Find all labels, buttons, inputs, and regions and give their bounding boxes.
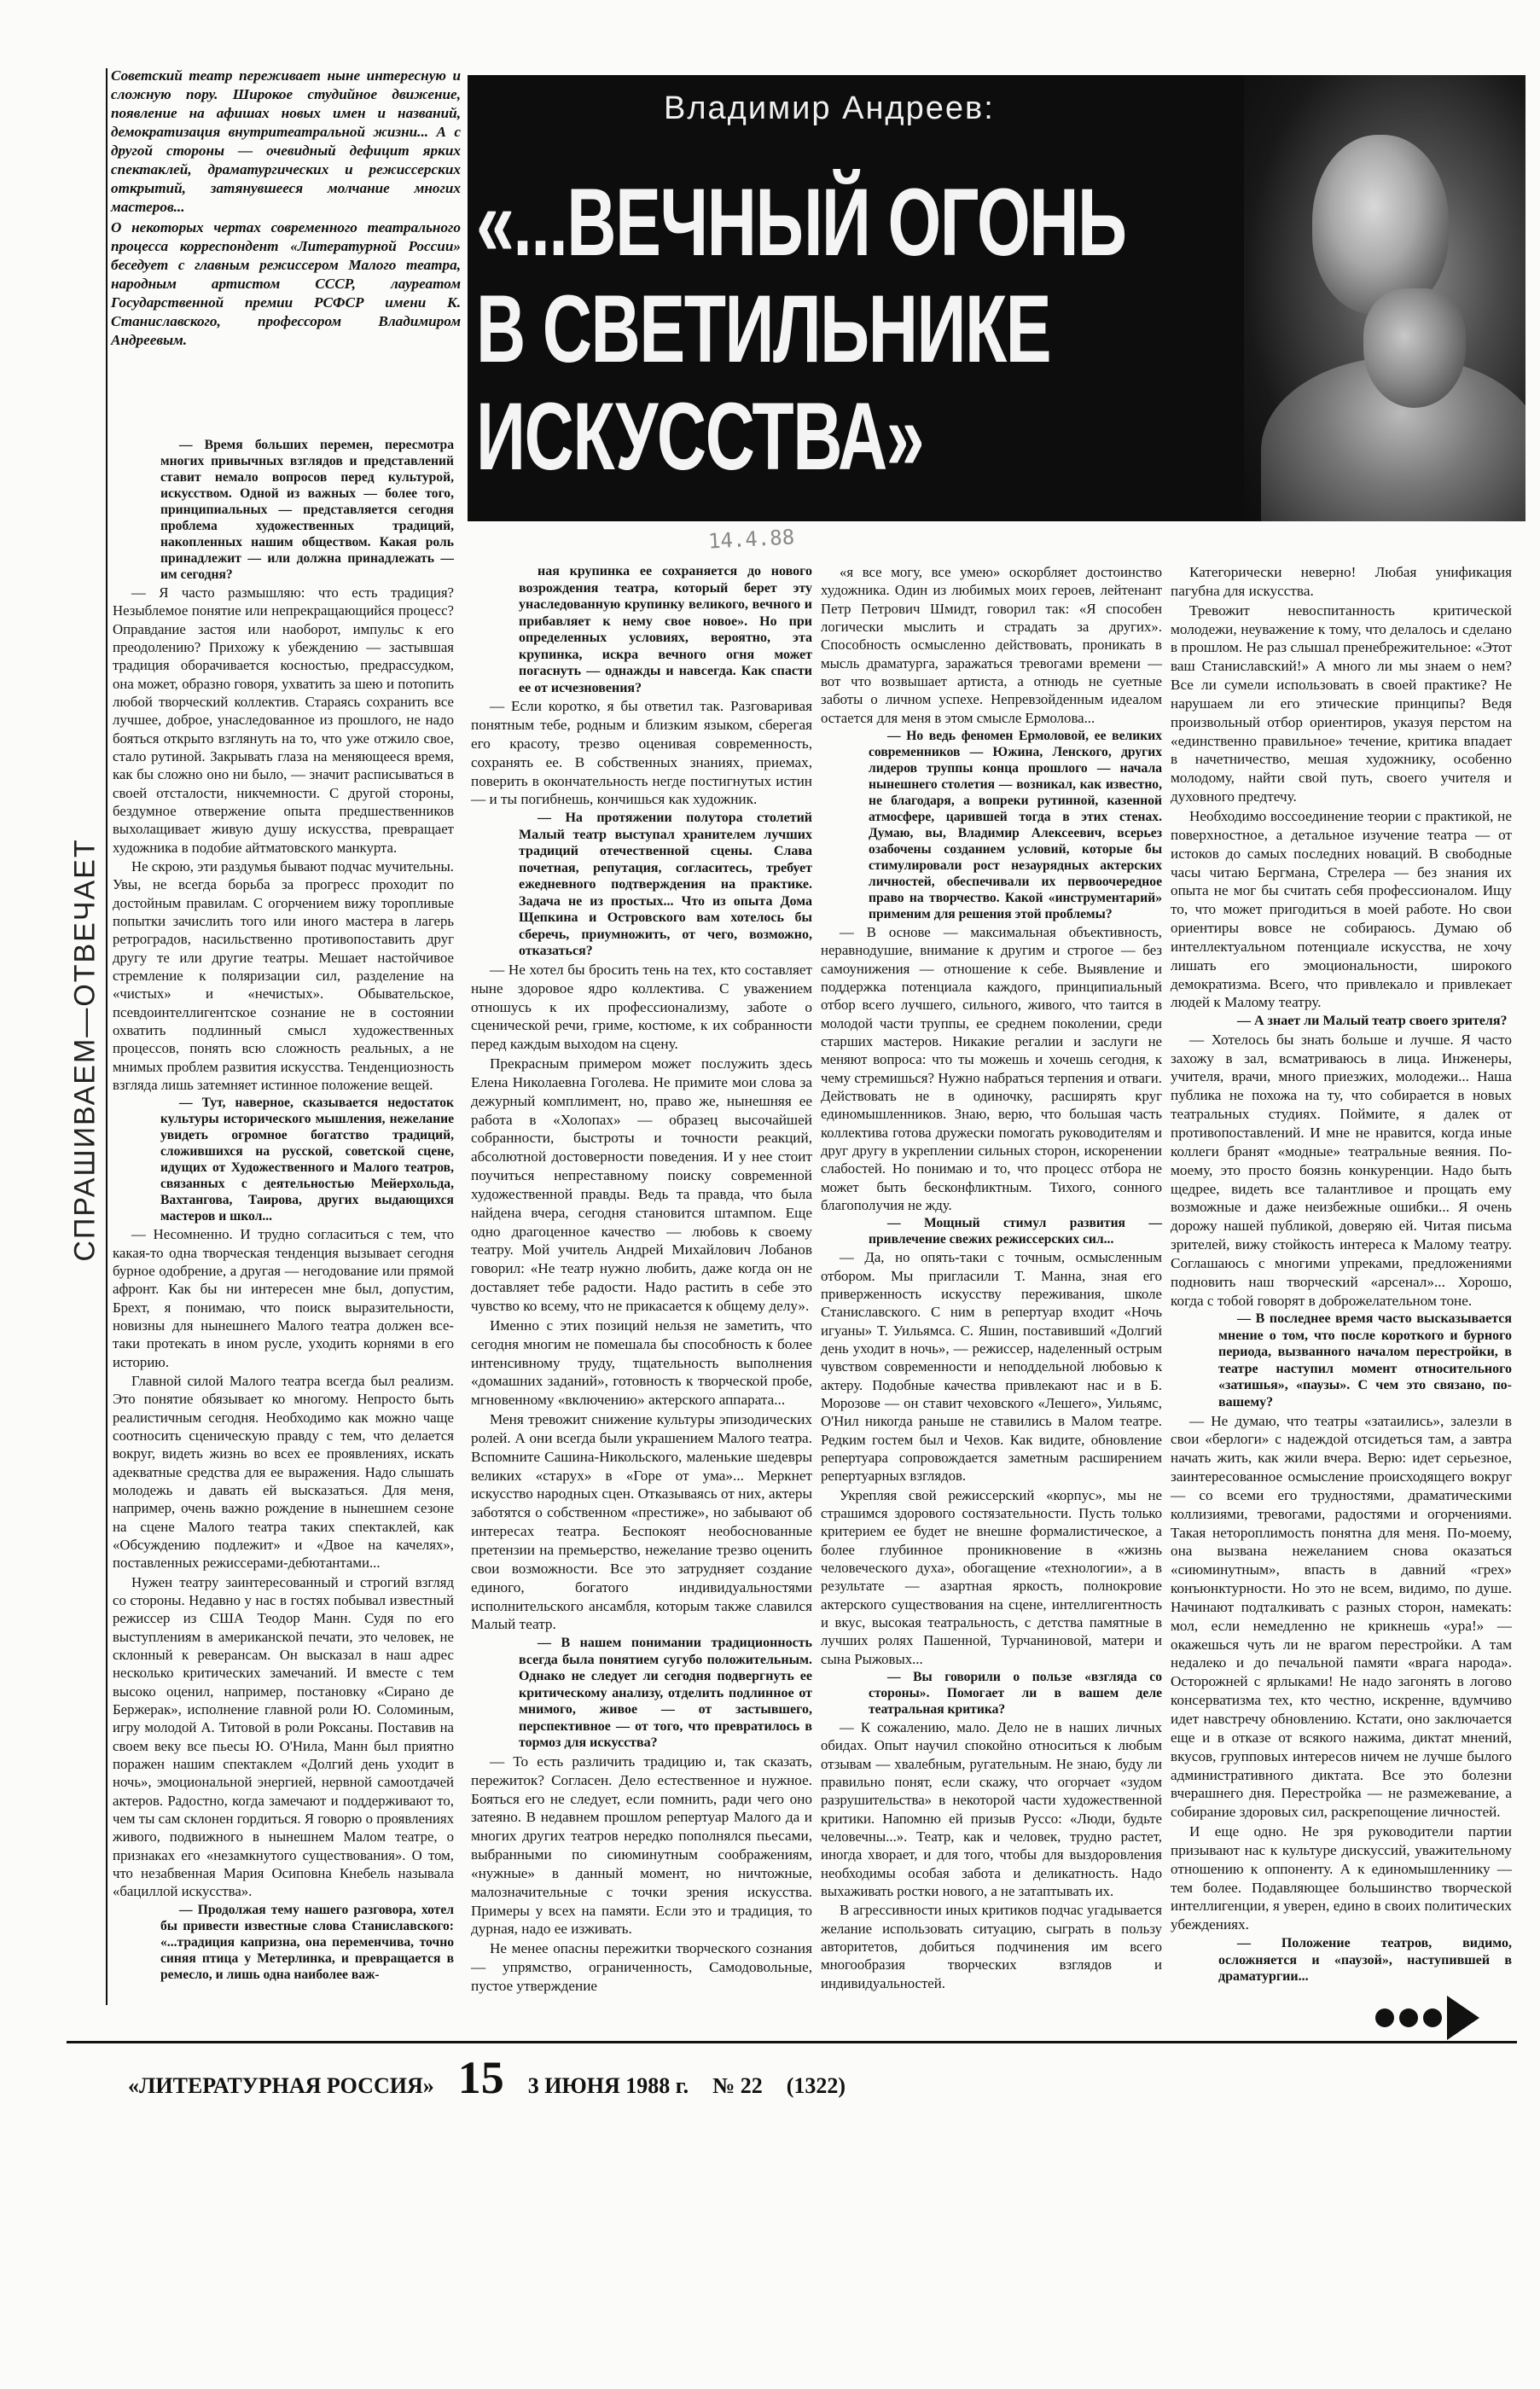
text-column-3 (821, 563, 1162, 1993)
answer-paragraph: Именно с этих позиций нельзя не заметить, что сегодня многим не помешала бы способность к более интенсивному труду, тщательность выполнения «домашних заданий», готовность к творческой пробе, мгновенному «включению» актерского аппарата... (471, 1317, 812, 1409)
answer-paragraph: — К сожалению, мало. Дело не в наших личных обидах. Опыт научил спокойно относиться к любым отзывам — хвалебным, ругательным. Не знаю, буду ли правильно понят, если скажу, что огорчает «зудом разрушительства» в некоторой части художественной критики. Напомню ей призыв Руссо: «Люди, будьте человечны...». Театр, как и человек, трудно растет, иногда хворает, и для того, чтобы для выздоровления необходимы особая забота и деликатность. Надо выхаживать ростки нового, а не затаптывать их. (821, 1719, 1162, 1899)
answer-paragraph: И еще одно. Не зря руководители партии призывают нас к культуре дискуссий, уважительному отношению к оппоненту. А к единомышленнику — тем более. Подавляющее большинство творческой интеллигенции, я уверен, едино в своих политических убеждениях. (1171, 1823, 1512, 1933)
chevron-right-icon (1447, 1996, 1479, 2040)
page-number: 15 (457, 2052, 504, 2103)
answer-paragraph: — Несомненно. И трудно согласиться с тем, что какая-то одна творческая тенденция вызывает сегодня бурное одобрение, а другая — негодование или прямой афронт. Как бы ни интересен мне был, допустим, Брехт, я понимаю, что поиск выразительности, новизны для нынешнего Малого театра должен все-таки протекать в ином русле, уходить корнями в его историю. (113, 1226, 454, 1370)
issue-number: № 22 (712, 2073, 763, 2098)
question-paragraph: — На протяжении полутора столетий Малый театр выступал хранителем лучших традиций отечественной сцены. Слава почетная, репутация, согласитесь, требует ежедневного подтверждения на практике. Задача не из простых... Что из опыта Дома Щепкина и Островского вам хотелось бы сберечь, приумножить, от чего, возможно, отказаться? (519, 811, 812, 959)
text-column-2 (471, 563, 812, 1997)
question-paragraph: — Мощный стимул развития — привлечение свежих режиссерских сил... (869, 1216, 1162, 1247)
footer-rule (67, 2041, 1517, 2043)
dot-icon (1399, 2008, 1418, 2027)
question-paragraph: — Тут, наверное, сказывается недостаток культуры исторического мышления, нежелание увидеть огромное богатство традиций, сложившихся на русской, советской сцене, идущих от Художественного и Малого театров, связанных с деятельностью Мейерхольда, Вахтангова, Таирова, других выдающихся мастеров и школ... (160, 1096, 454, 1224)
answer-paragraph: Главной силой Малого театра всегда был реализм. Это понятие обязывает ко многому. Непросто быть реалистичным сегодня. Необходимо как можно чаще соотносить сценическую правду с тем, что делается вокруг, видеть жизнь во всех ее проявлениях, искать адекватные средства для ее выражения. Надо слышать молодежь и давать ей высказаться. Для меня, например, очень важно рождение в нынешнем сезоне на сцене Малого театра таких спектаклей, как «Обсуждению подлежит» и «Двое на качелях», поставленных режиссерами-дебютантами... (113, 1373, 454, 1572)
handwritten-stamp: 14.4.88 (707, 525, 795, 554)
lead-paragraph: Советский театр переживает ныне интересную и сложную пору. Широкое студийное движение, появление на афишах новых имен и названий, демократизация внутритеатральной жизни... А с другой стороны — очевидный дефицит ярких спектаклей, драматургических и режиссерских открытий, затянувшееся молчание многих мастеров... (111, 67, 461, 216)
portrait-hand (1363, 288, 1466, 408)
page-footer (128, 2051, 1459, 2104)
answer-paragraph: В агрессивности иных критиков подчас угадывается желание использовать ситуацию, сыграть в пользу авторитетов, добиться подчинения им всего многообразия творческих взглядов и индивидуальностей. (821, 1902, 1162, 1991)
question-paragraph: — В последнее время часто высказывается мнение о том, что после короткого и бурного периода, вызванного началом перестройки, в театре наступил момент относительного «затишья», «паузы». С чем это связано, по-вашему? (1218, 1311, 1512, 1410)
question-paragraph: — Вы говорили о пользе «взгляда со стороны». Помогает ли в вашем деле театральная критика? (869, 1669, 1162, 1717)
answer-paragraph: «я все могу, все умею» оскорбляет достоинство художника. Один из любимых моих героев, лейтенант Петр Петрович Шмидт, говорил так: «Я способен логически мыслить и страдать за других». Способность осмысленно действовать, проникать в мысль драматурга, заражаться тревогами времени — вот что возвышает артиста, а отнюдь не суетные заботы о личном успехе. Непревзойденным идеалом остается для меня в этом смысле Ермолова... (821, 564, 1162, 726)
answer-paragraph: Меня тревожит снижение культуры эпизодических ролей. А они всегда были украшением Малого театра. Вспомните Сашина-Никольского, маленькие шедевры великих «старух» в «Горе от ума»... Меркнет искусство народных сцен. Отказываясь от них, актеры заботятся о собственном «престиже», но забывают об интересах театра. Беспокоят необоснованные претензии на премьерство, нежелание трезво оценить свои возможности. Все это затрудняет создание единого, богатого индивидуальностями исполнительского ансамбля, которым также славился Малый театр. (471, 1411, 812, 1633)
question-paragraph: — Продолжая тему нашего разговора, хотел бы привести известные слова Станиславского: «...традиция капризна, она переменчива, точно синяя птица у Метерлинка, и превращается в ремесло, и лишь одна наиболее важ- (160, 1902, 454, 1982)
answer-paragraph: — В основе — максимальная объективность, неравнодушие, внимание к другим и строгое — без самоунижения — отношение к себе. Выявление и поддержка потенциала каждого, принципиальный отбор всего лучшего, сильного, живого, что таится в молодой части труппы, ее среднем поколении, среди старших мастеров. Никакие регалии и заслуги не меняют вопроса: что ты можешь и хочешь сегодня, к чему стремишься? Нужно набраться терпения и отваги. Действовать не в одиночку, расширять круг единомышленников. Знаю, верю, что большая часть коллектива готова дружески помогать руководителям и друг другу в укреплении сильных сторон, искоренении слабостей. Но понимаю и то, что процесс отбора не может быть бесконфликтным. Тихого, сонного благополучия не жду. (821, 924, 1162, 1214)
rubric-text: СПРАШИВАЕМ—ОТВЕЧАЕТ (68, 837, 102, 1262)
answer-paragraph: Категорически неверно! Любая унификация пагубна для искусства. (1171, 564, 1512, 599)
text-column-4 (1171, 563, 1512, 1986)
portrait-face (1312, 135, 1449, 314)
answer-paragraph: — Да, но опять-таки с точным, осмысленным отбором. Мы пригласили Т. Манна, зная его приверженность искусству переживания, школе Станиславского. С ним в репертуар входит «Ночь игуаны» Т. Уильямса. С. Яшин, поставивший «Долгий день уходит в ночь», — режиссер, наделенный острым чувством современности и неподдельной любовью к актеру. Подобные качества привлекают нас и в Б. Морозове — он ставит чеховского «Лешего», Уильямс, О'Нил никогда раньше не ставились в Малом театре. Редким гостем был и Чехов. Как видите, обновление репертуара сопровождается заметным расширением репертуарных взглядов. (821, 1249, 1162, 1485)
answer-paragraph: Необходимо воссоединение теории с практикой, не поверхностное, а детальное изучение театра — от истоков до самых последних новаций. В свободные часы читаю Бергмана, Стрелера — без знания их опыта не мог бы считать себя профессионалом. Ищу то, что может пригодиться в моей работе. Но свои ориентиры вовсе не собираюсь. Думаю об интеллектуальном потенциале искусства, не хочу лишать его эмоциональности, широкого демократизма. Всего, что привлекало и привлекает людей к Малому театру. (1171, 807, 1512, 1011)
headline-line: В СВЕТИЛЬНИКЕ (476, 276, 1051, 383)
lead-paragraph: О некоторых чертах современного театрального процесса корреспондент «Литературной России» беседует с главным режиссером Малого театра, народным артистом СССР, лауреатом Государственной премии РСФСР имени К. Станиславского, профессором Владимиром Андреевым. (111, 219, 461, 349)
answer-paragraph: — Если коротко, я бы ответил так. Разговаривая понятным тебе, родным и близким языком, сберегая его красоту, трезво оценивая современность, сохранять ее. В собственных знаниях, приемах, поверить в окончательность негде постигнутых истин — и ты погибнешь, кончишься как художник. (471, 698, 812, 808)
headline (476, 169, 1126, 490)
question-paragraph: ная крупинка ее сохраняется до нового возрождения театра, который берет эту унаследованную крупинку великого, вечного и прибавляет к нему свое новое». Но при определенных условиях, вероятно, эта крупинка, искра вечного огня может погаснуть — однажды и навсегда. Как спасти ее от исчезновения? (519, 564, 812, 695)
question-paragraph: — А знает ли Малый театр своего зрителя? (1237, 1014, 1508, 1029)
headline-line: ИСКУССТВА» (476, 382, 924, 490)
answer-paragraph: — Я часто размышляю: что есть традиция? Незыблемое понятие или непрекращающийся процесс? Оправдание застоя или наоборот, импульс к его преодолению? Прихожу к убеждению — застывшая традиция оборачивается косностью, предрассудком, она может, образно говоря, ухватить за шею и потопить любой творческий коллектив. Стараясь сохранить все лучшее, доброе, унаследованное из прошлого, не надо бояться открыто взглянуть на то, что уже отжило свое, стало рутиной. Закрывать глаза на меняющееся время, как бы сложно оно ни было, — значит расписываться в своей отсталости, никчемности. С другой стороны, бездумное отвержение опыта предшественников выхолащивает живую душу искусства, превращает художника в подобие айтматовского манкурта. (113, 584, 454, 856)
continuation-arrow-icon (1375, 1988, 1512, 2048)
answer-paragraph: — Хотелось бы знать больше и лучше. Я часто захожу в зал, всматриваюсь в лица. Инженеры, учителя, врачи, много приезжих, молодежи... Наша публика не похожа на ту, что собирается в новых театральных студиях. Поймите, я далек от противопоставлений. И мне не нравится, когда иные коллеги бранят «модные» театральные веяния. По-моему, это просто боязнь конкуренции. Надо быть щедрее, видеть все талантливое и прощать ему возможные и даже неизбежные ошибки... Я очень дорожу нашей публикой, доверяю ей. Читая письма зрителей, вижу стойкость интереса к Малому театру. Соглашаюсь с многими упреками, предложениями подновить наш творческий «арсенал»... Хорошо, когда с тобой говорят в доброжелательном тоне. (1171, 1031, 1512, 1309)
answer-paragraph: Не менее опасны пережитки творческого сознания — упрямство, ограниченность, Самодовольные, пустое утверждение (471, 1940, 812, 1994)
dot-icon (1375, 2008, 1394, 2027)
answer-paragraph: — То есть различить традицию и, так сказать, пережиток? Согласен. Дело естественное и нужное. Бояться его не следует, если помнить, ради чего оно затеяно. В недавнем прошлом репертуар Малого да и многих других театров нередко пополнялся пьесами, выбранными по сиюминутным соображениям, «нужные» в данный момент, но ничтожные, малозначительные с точки зрения искусства. Примеры у всех на памяти. Если это и традиция, то дурная, надо ее изживать. (471, 1753, 812, 1938)
headline-line: «...ВЕЧНЫЙ ОГОНЬ (476, 169, 1126, 276)
dot-icon (1423, 2008, 1442, 2027)
question-paragraph: — Положение театров, видимо, осложняется и «паузой», наступившей в драматургии... (1218, 1936, 1512, 1985)
question-paragraph: — Но ведь феномен Ермоловой, ее великих современников — Южина, Ленского, других лидеров труппы конца прошлого — начала нынешнего столетия — возникал, как известно, не благодаря, а вопреки рутинной, казенной атмосфере, царившей тогда в этих стенах. Думаю, вы, Владимир Алексеевич, всерьез озабочены созданием условий, которые бы стимулировали рост незаурядных актерских личностей, обеспечивали их первоочередное право на творчество. Какой «инструментарий» применим для решения этой проблемы? (869, 728, 1162, 922)
issue-date: 3 ИЮНЯ 1988 г. (527, 2073, 689, 2098)
answer-paragraph: Прекрасным примером может послужить здесь Елена Николаевна Гоголева. Не примите мои слова за дежурный комплимент, но, право же, нынешняя ее работа в «Холопах» — образец высочайшей собранности, быстроты и точности реакций, абсолютной достоверности поведения. И у нее стоит поучиться непреставному поиску современной художественной правды. Ведь та правда, что была найдена вчера, сегодня становится штампом. Еще одно драгоценное качество — любовь к своему театру. Мой учитель Андрей Михайлович Лобанов говорил: «Не театр нужно любить, даже когда он не доставляет тебе радости. Надо растить в себе это чувство ко всему, что не прикасается к общему делу». (471, 1055, 812, 1315)
serial-number: (1322) (786, 2073, 846, 2098)
question-paragraph: — В нашем понимании традиционность всегда была понятием сугубо положительным. Однако не следует ли сегодня подвергнуть ее критическому анализу, отделить подлинное от мнимого, живое — от застывшего, перспективное — от того, что превратилось в тормоз для искусства? (519, 1636, 812, 1751)
answer-paragraph: Нужен театру заинтересованный и строгий взгляд со стороны. Недавно у нас в гостях побывал известный режиссер из США Теодор Манн. Судя по его выступлениям в американской печати, это человек, не склонный к реверансам. Он высказал в наш адрес несколько критических замечаний. И вместе с тем высоко оценил, например, постановку «Сирано де Бержерак», исполнение главной роли Ю. Соломиным, игру молодой А. Титовой в роли Роксаны. Поставив на своем веку все пьесы Ю. О'Нила, Манн был приятно поражен нашим спектаклем «Долгий день уходит в ночь», эмоциональной энергией, нервной самоотдачей актеров. Радостно, когда замечают и поддерживают то, чем ты сам склонен гордиться. Я говорю о проявлениях живого, подвижного в нынешнем Малом театре, о признаках его «незамкнутого существования». О том, что незабвенная Мария Осиповна Кнебель называла «бациллой искусства». (113, 1573, 454, 1900)
answer-paragraph: Не скрою, эти раздумья бывают подчас мучительны. Увы, не всегда борьба за прогресс проходит по достойным правилам. С огорчением вижу торопливые попытки зачислить того или иного мастера в лагерь ретроградов, насильственно противопоставить друг другу те или другие театры. Мешает настойчивое стремление к поляризации сил, разделение на «чистых» и «нечистых». Обывательское, псевдоинтеллигентское сознание не в состоянии охватить подлинный смысл художественных процессов, понять всю сложность реальных, а не мнимых проблем развития искусства. Тенденциозность взгляда лишь затемняет истинное положение вещей. (113, 858, 454, 1093)
newspaper-name: «ЛИТЕРАТУРНАЯ РОССИЯ» (128, 2073, 434, 2098)
answer-paragraph: Укрепляя свой режиссерский «корпус», мы не страшимся здорового состязательности. Пусть только критерием ее будет не внешне формалистическое, а более глубинное проникновение в «жизнь человеческого духа», обогащение «технологии», а в результате — азартная яркость, полнокровие актерского существования на сцене, интеллигентность и вкус, высокая театральность, с детства памятные в лучших ролях Пашенной, Турчаниновой, матери и сына Рыжовых... (821, 1486, 1162, 1667)
question-paragraph: — Время больших перемен, пересмотра многих привычных взглядов и представлений ставит немало вопросов перед культурой, искусством. Одной из важных — более того, принципиальных — представляется сегодня проблема художественных традиций, накопленных нашим обществом. Какая роль принадлежит — или должна принадлежать — им сегодня? (160, 438, 454, 583)
answer-paragraph: — Не хотел бы бросить тень на тех, кто составляет ныне здоровое ядро коллектива. С уважением отношусь к их профессионализму, заботе о сценической речи, гриме, костюме, к их собранности перед каждым выходом на сцену. (471, 961, 812, 1053)
answer-paragraph: Тревожит невоспитанность критической молодежи, неуважение к тому, что делалось и сделано в прошлом. Не раз слышал пренебрежительное: «Этот ваш Станиславский!» А много ли мы знаем о нем? Все ли сумели использовать в своей практике? Не нарушаем ли его этические принципы? Ведя произвольный отбор ориентиров, указуя перстом на «единственно правильное» течение, критика впадает в начетничество, мешая художнику, особенно молодому, найти свой путь, своего учителя и духовного предтечу. (1171, 602, 1512, 805)
hero-photo-banner (468, 75, 1525, 521)
portrait-photo (1244, 75, 1525, 521)
article-lead (111, 67, 461, 352)
answer-paragraph: — Не думаю, что театры «затаились», залезли в свои «берлоги» с надеждой отсидеться там, а завтра начать жить, как жили вчера. Верю: идет серьезное, заинтересованное осмысление происходящего вокруг — со всеми его трудностями, драматическими коллизиями, тревогами, радостями и огорчениями. Такая нетороплимость понятна для меня. По-моему, она вызвана нежеланием снова оказаться «сиюминутным», впасть в давний «грех» конъюнктурности. Но это не всем, видимо, по душе. Начинают подталкивать с разных сторон, намекать: мол, если немедленно не крикнешь «ура!» — окажешься чуть ли не врагом перестройки. А там недалеко и до печальной памяти «врага народа». Осторожней с ярлыками! Не надо загонять в логово консерватизма тех, кто честно, искренне, вдумчиво идет навстречу обновлению. Кстати, оно заключается еще и в отказе от всякого нажима, диктат мнений, вкусов, групповых интересов ничем не лучше былого административного диктата. Все это болезни вчерашнего дня. Перестройка — не размежевание, а собирание здоровых сил, раскрепощение личностей. (1171, 1412, 1512, 1821)
text-column-1 (113, 437, 454, 1984)
interview-author: Владимир Андреев: (664, 90, 995, 126)
